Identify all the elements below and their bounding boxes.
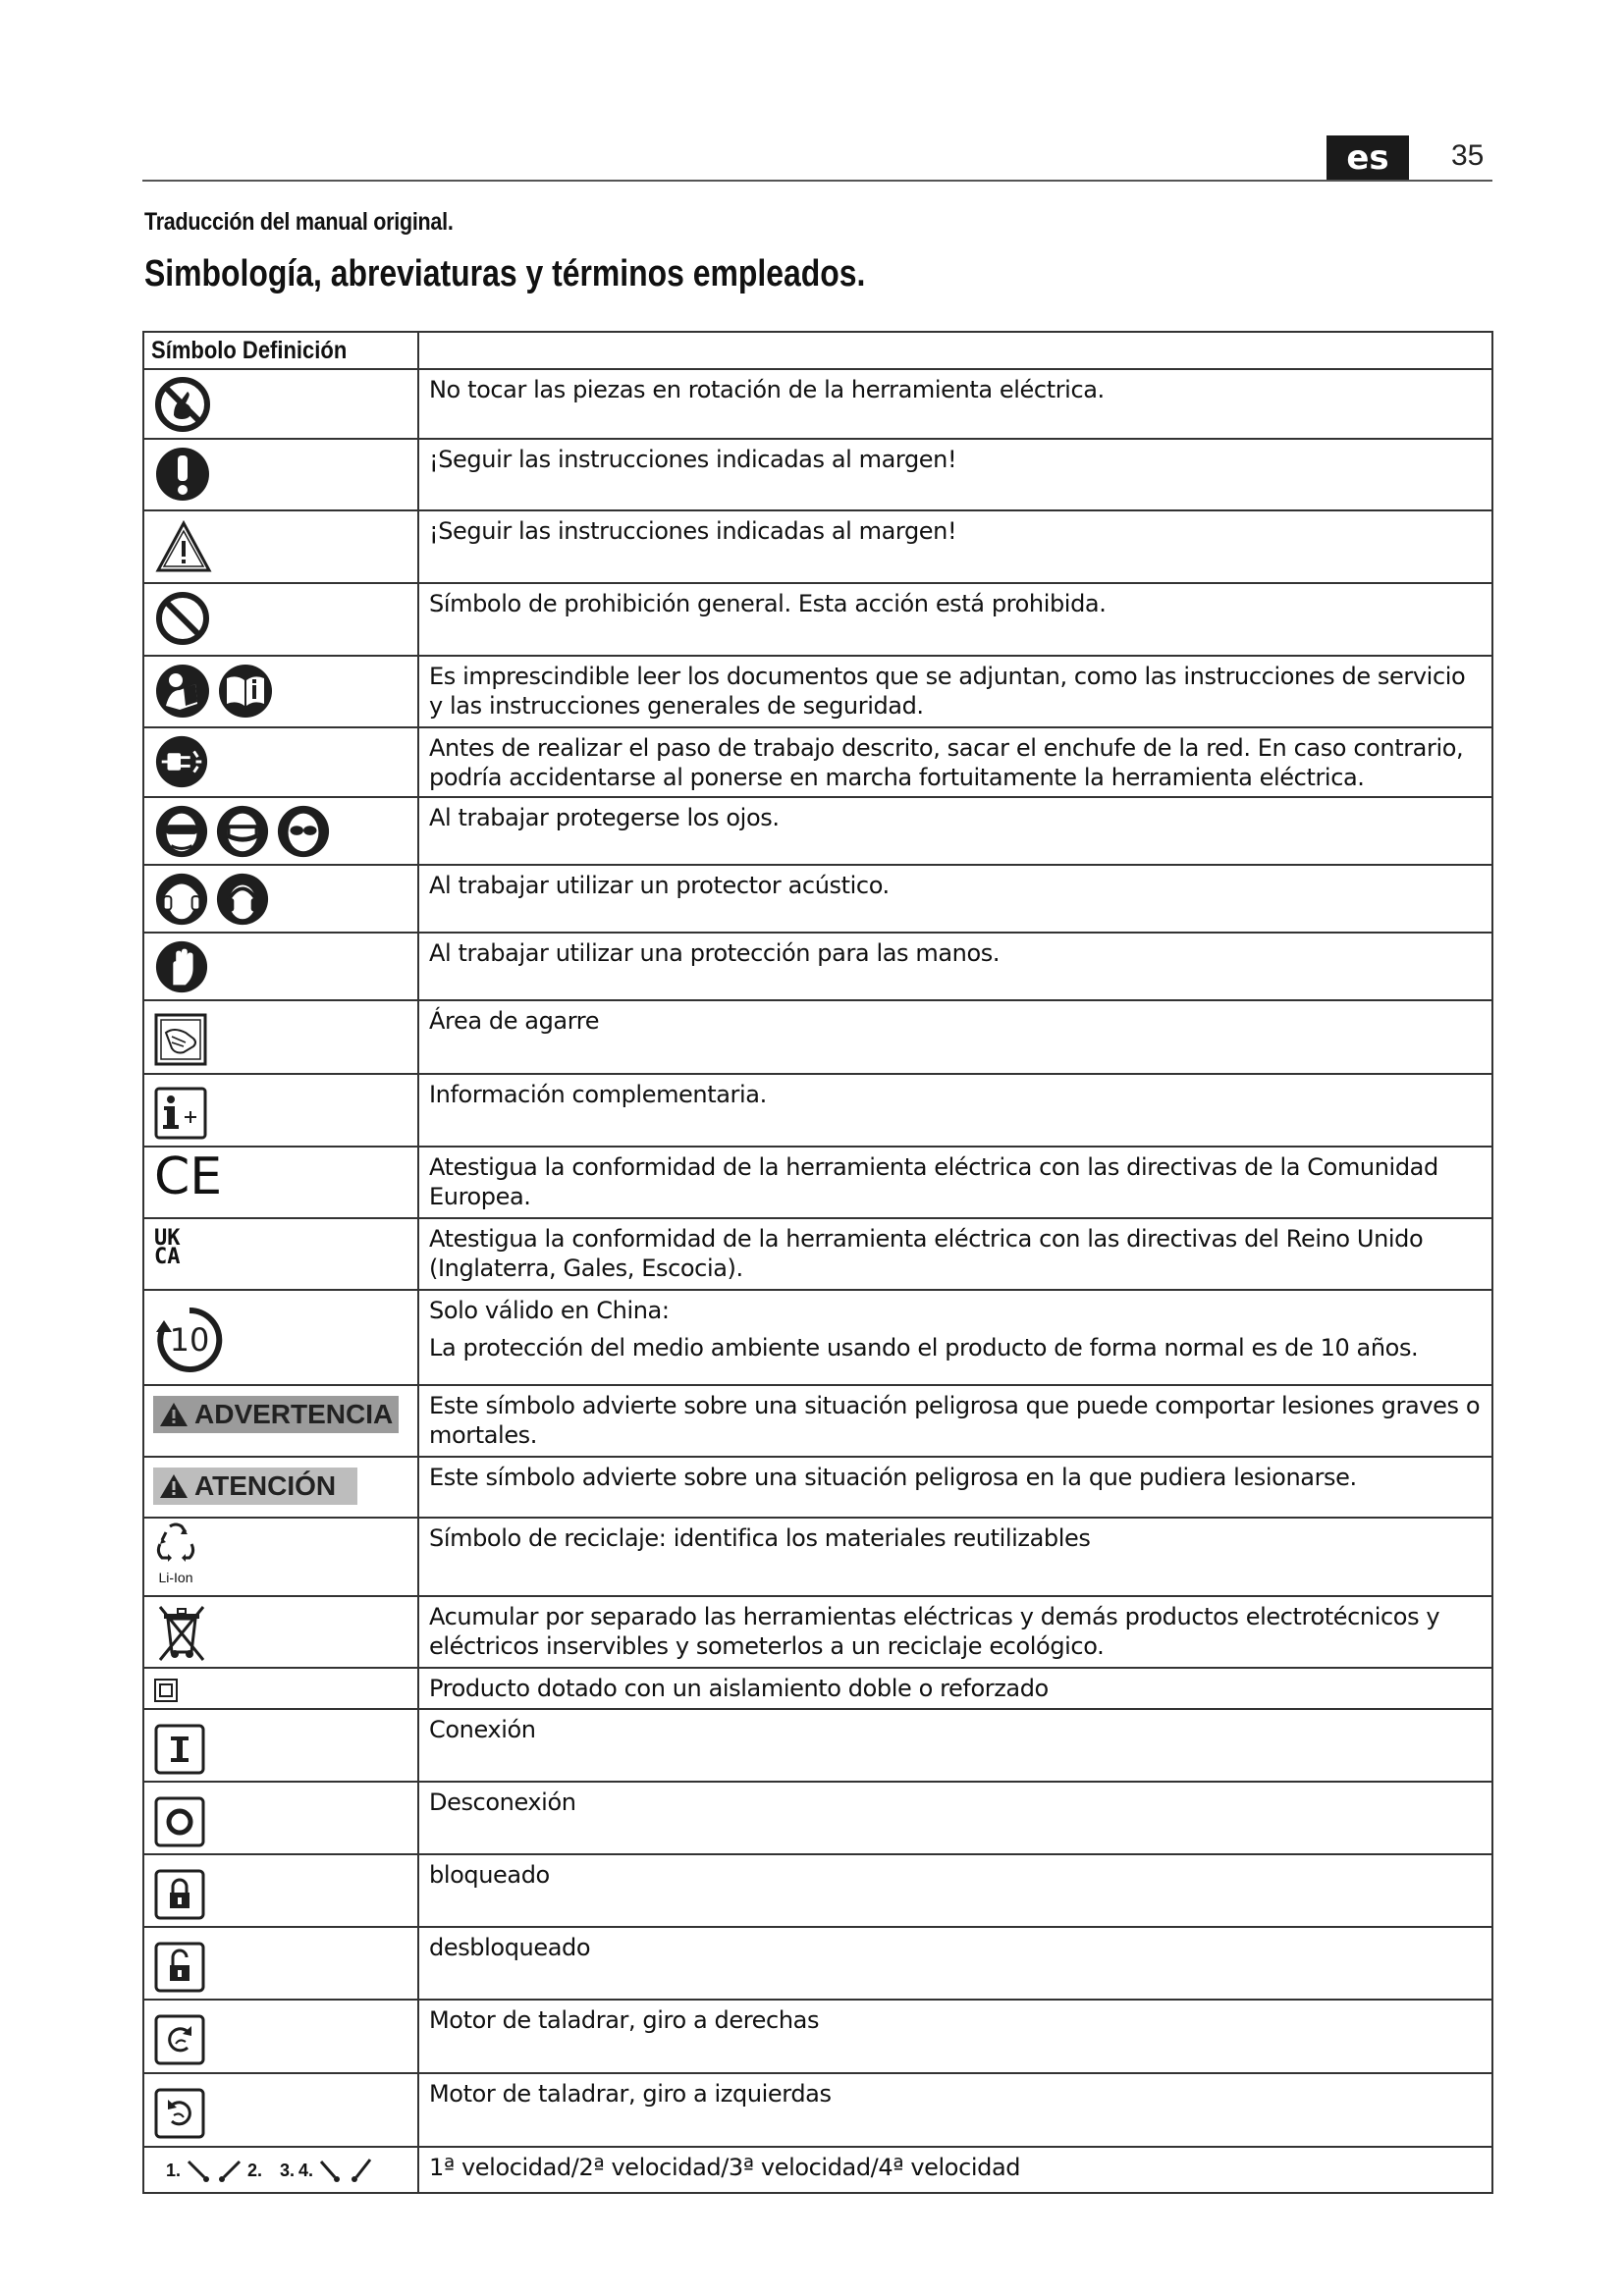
definition-cell: [418, 2073, 1492, 2147]
definition-text: Acumular por separado las herramientas eléctricas y demás productos electrotécnicos y eléctricos inservibles y someterlos a un reciclaje ecológico.: [429, 1603, 1440, 1660]
table-row: [143, 1782, 1492, 1854]
definition-cell: [418, 727, 1492, 797]
language-badge: es: [1326, 135, 1409, 180]
lock-closed-icon: [154, 1869, 205, 1920]
table-row: [143, 1668, 1492, 1709]
table-row: [143, 1000, 1492, 1074]
table-row: [143, 1218, 1492, 1290]
warning-triangle-icon: [154, 517, 213, 574]
table-row: [143, 439, 1492, 510]
definition-text-2: La protección del medio ambiente usando el producto de forma normal es de 10 años.: [429, 1334, 1419, 1362]
table-row: [143, 1518, 1492, 1596]
definition-text: Este símbolo advierte sobre una situación peligrosa que puede comportar lesiones graves o mortales.: [429, 1392, 1481, 1449]
ce-mark-icon: CE: [154, 1148, 223, 1206]
definition-text: Área de agarre: [429, 1007, 600, 1035]
prohibition-icon: [154, 590, 211, 647]
definition-cell: [418, 1709, 1492, 1782]
definition-cell: [418, 439, 1492, 510]
ukca-line-uk: UK: [154, 1226, 181, 1251]
recycling-li-ion-icon: [154, 1522, 197, 1585]
ear-muffs-icon: [215, 872, 270, 927]
symbol-cell: [143, 797, 418, 865]
table-header-row: [143, 332, 1492, 369]
symbol-cell: [143, 1147, 418, 1218]
definition-cell: [418, 1074, 1492, 1147]
speed-3-lever-icon: [317, 2158, 343, 2183]
symbol-cell: [143, 2073, 418, 2147]
table-row: [143, 1074, 1492, 1147]
atencion-text: ATENCIÓN: [194, 1470, 337, 1501]
table-row: [143, 2000, 1492, 2073]
weee-bin-icon: [154, 1603, 209, 1662]
definition-text: 1ª velocidad/2ª velocidad/3ª velocidad/4ª velocidad: [429, 2154, 1021, 2181]
definition-text: Al trabajar protegerse los ojos.: [429, 804, 780, 831]
definition-cell: [418, 1518, 1492, 1596]
no-touch-rotating-parts-icon: [154, 376, 211, 433]
grip-area-icon: [154, 1013, 207, 1066]
symbol-cell: [143, 1000, 418, 1074]
definition-cell: [418, 1927, 1492, 2000]
definition-text: ¡Seguir las instrucciones indicadas al margen!: [429, 446, 957, 473]
speed-3-label: 3.: [280, 2160, 296, 2180]
table-row: [143, 1854, 1492, 1927]
table-row: [143, 583, 1492, 656]
eye-protection-icon: [154, 804, 209, 859]
china-years-number: 10: [169, 1321, 210, 1359]
table-row: [143, 933, 1492, 1000]
definition-text: Producto dotado con un aislamiento doble o reforzado: [429, 1675, 1049, 1702]
safety-glasses-icon: [276, 804, 331, 859]
unplug-icon: [154, 734, 209, 789]
definition-text: desbloqueado: [429, 1934, 591, 1961]
definition-text: Símbolo de reciclaje: identifica los materiales reutilizables: [429, 1524, 1091, 1552]
ear-protection-icon: [154, 872, 209, 927]
definition-text: Atestigua la conformidad de la herramienta eléctrica con las directivas del Reino Unido (Inglaterra, Gales, Escocia).: [429, 1225, 1424, 1282]
speed-4-lever-icon: [347, 2158, 376, 2183]
rotation-left-icon: [154, 2088, 205, 2139]
definition-text: bloqueado: [429, 1861, 550, 1889]
definition-text: Al trabajar utilizar una protección para las manos.: [429, 939, 1001, 967]
symbol-cell: [143, 1385, 418, 1457]
page-title: Simbología, abreviaturas y términos empleados.: [144, 253, 866, 294]
speed-2-label: 2.: [247, 2160, 263, 2180]
definition-text: Este símbolo advierte sobre una situación peligrosa en la que pudiera lesionarse.: [429, 1464, 1357, 1491]
definition-text: Símbolo de prohibición general. Esta acción está prohibida.: [429, 590, 1107, 617]
double-insulation-icon: [154, 1679, 178, 1702]
ukca-line-ca: CA: [154, 1245, 181, 1269]
table-row: [143, 1596, 1492, 1668]
definition-cell: [418, 2147, 1492, 2193]
table-row: [143, 1290, 1492, 1385]
symbol-cell: [143, 727, 418, 797]
symbol-cell: [143, 439, 418, 510]
definition-cell: [418, 1218, 1492, 1290]
lock-open-icon: [154, 1942, 205, 1993]
table-row: [143, 865, 1492, 933]
definition-cell: [418, 656, 1492, 727]
symbol-cell: [143, 656, 418, 727]
table-row: [143, 656, 1492, 727]
definition-cell: [418, 1000, 1492, 1074]
symbol-cell: [143, 865, 418, 933]
definition-cell: [418, 1596, 1492, 1668]
exclamation-icon: [154, 446, 211, 503]
symbol-cell: [143, 1927, 418, 2000]
symbol-cell: [143, 583, 418, 656]
definition-text: No tocar las piezas en rotación de la herramienta eléctrica.: [429, 376, 1105, 403]
definition-text: Atestigua la conformidad de la herramienta eléctrica con las directivas de la Comunidad Europea.: [429, 1153, 1438, 1210]
definition-text: Motor de taladrar, giro a izquierdas: [429, 2080, 832, 2108]
symbol-cell: [143, 369, 418, 439]
speed-gears-icon: [166, 2158, 376, 2183]
table-row: [143, 1709, 1492, 1782]
definition-text: ¡Seguir las instrucciones indicadas al margen!: [429, 517, 957, 545]
doc-subtitle: Traducción del manual original.: [144, 208, 454, 236]
read-manual-icon: [154, 663, 211, 720]
definition-text: Conexión: [429, 1716, 536, 1743]
definition-cell: [418, 583, 1492, 656]
definition-cell: [418, 1668, 1492, 1709]
definition-cell: [418, 510, 1492, 583]
table-row: [143, 2073, 1492, 2147]
definition-cell: [418, 1147, 1492, 1218]
speed-1-label: 1.: [166, 2160, 182, 2180]
symbol-cell: [143, 1290, 418, 1385]
table-row: [143, 369, 1492, 439]
advertencia-text: ADVERTENCIA: [194, 1399, 394, 1429]
symbol-cell: [143, 2147, 418, 2193]
ukca-mark-icon: [154, 1226, 181, 1269]
page-number: 35: [1451, 139, 1485, 172]
definition-cell: [418, 369, 1492, 439]
definition-cell: [418, 2000, 1492, 2073]
speed-2-lever-icon: [218, 2158, 244, 2183]
definition-text: Al trabajar utilizar un protector acústico.: [429, 872, 890, 899]
definition-text: Es imprescindible leer los documentos que se adjuntan, como las instrucciones de servicio y las instrucciones generales de seguridad.: [429, 663, 1466, 720]
power-on-icon: [154, 1724, 205, 1775]
warning-triangle-small-icon: [159, 1402, 189, 1427]
definition-cell: [418, 1290, 1492, 1385]
symbol-cell: [143, 1074, 418, 1147]
info-book-icon: [217, 663, 274, 720]
recycling-arrows-icon: [154, 1522, 197, 1570]
rotation-right-icon: [154, 2014, 205, 2065]
definition-cell: [418, 1782, 1492, 1854]
definition-cell: [418, 865, 1492, 933]
symbol-cell: [143, 1668, 418, 1709]
table-row: [143, 797, 1492, 865]
table-row: [143, 1385, 1492, 1457]
symbol-cell: [143, 1518, 418, 1596]
definition-cell: [418, 1385, 1492, 1457]
advertencia-label: [153, 1396, 399, 1433]
symbol-cell: [143, 510, 418, 583]
definition-text: Antes de realizar el paso de trabajo descrito, sacar el enchufe de la red. En caso contrario, podría accidentarse al ponerse en marcha fortuitamente la herramienta eléctrica.: [429, 734, 1464, 791]
symbol-cell: [143, 1457, 418, 1518]
symbol-cell: [143, 1596, 418, 1668]
symbol-cell: [143, 933, 418, 1000]
china-10-years-icon: [154, 1305, 225, 1375]
definition-cell: [418, 797, 1492, 865]
face-shield-icon: [215, 804, 270, 859]
atencion-label: [153, 1468, 357, 1505]
table-header-cell: [143, 332, 418, 369]
hand-protection-icon: [154, 939, 209, 994]
symbol-cell: [143, 1218, 418, 1290]
table-header-label: Símbolo Definición: [151, 337, 348, 364]
table-row: [143, 1147, 1492, 1218]
symbol-cell: [143, 2000, 418, 2073]
speed-1-lever-icon: [185, 2158, 214, 2183]
symbol-cell: [143, 1709, 418, 1782]
table-row: [143, 2147, 1492, 2193]
table-row: [143, 1927, 1492, 2000]
definition-cell: [418, 1854, 1492, 1927]
table-row: [143, 727, 1492, 797]
info-plus-icon: [154, 1087, 207, 1140]
li-ion-label: Li-Ion: [158, 1570, 193, 1585]
definition-cell: [418, 1457, 1492, 1518]
table-header-empty-cell: [418, 332, 1492, 369]
symbol-cell: [143, 1854, 418, 1927]
warning-triangle-small-icon: [159, 1473, 189, 1499]
symbols-table: [142, 331, 1493, 2194]
power-off-icon: [154, 1796, 205, 1847]
table-row: [143, 1457, 1492, 1518]
header-rule: [142, 180, 1492, 182]
table-row: [143, 510, 1492, 583]
definition-text: Desconexión: [429, 1789, 576, 1816]
definition-text: Solo válido en China:: [429, 1297, 670, 1324]
symbol-cell: [143, 1782, 418, 1854]
definition-cell: [418, 933, 1492, 1000]
speed-4-label: 4.: [298, 2160, 314, 2180]
definition-text: Motor de taladrar, giro a derechas: [429, 2006, 820, 2034]
definition-text: Información complementaria.: [429, 1081, 767, 1108]
